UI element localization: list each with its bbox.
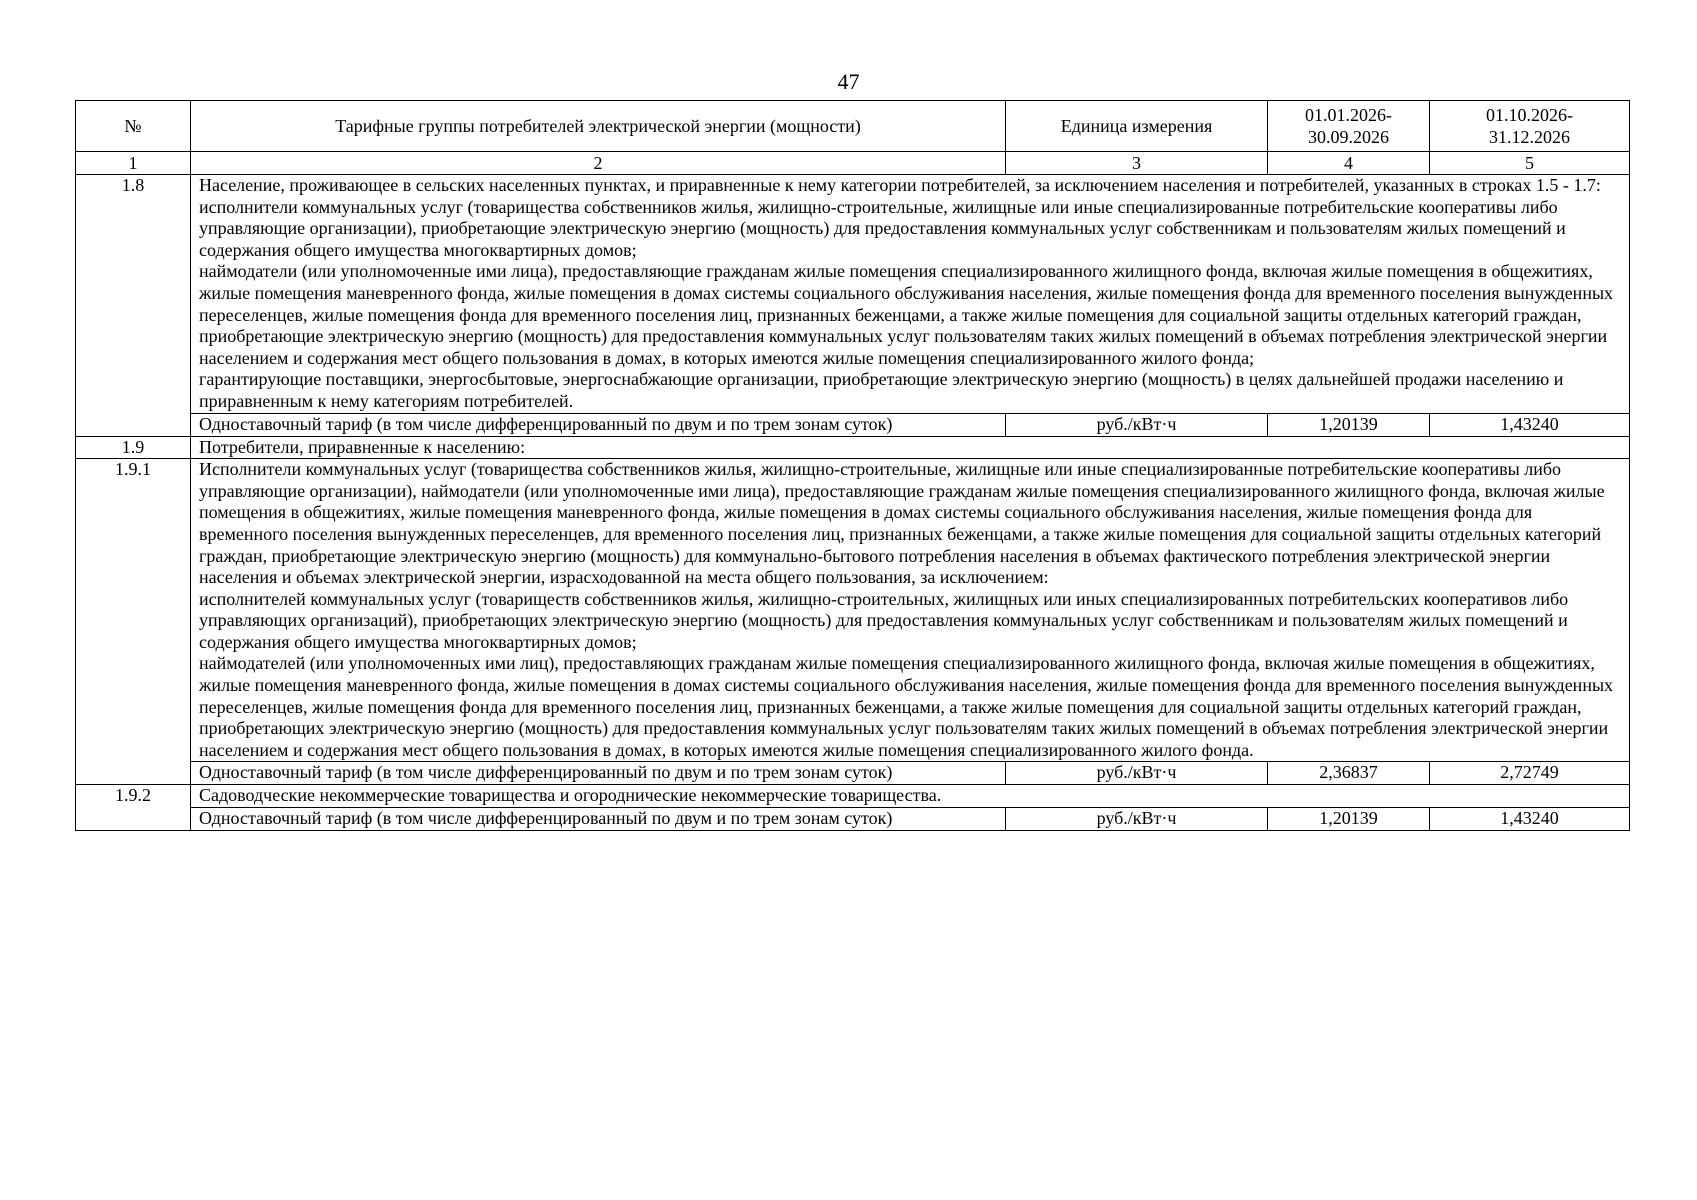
description-paragraph: Исполнители коммунальных услуг (товарищества собственников жилья, жилищно-строительные, жилищные или иные специализированные потребительские кооперативы либо управляющие организации), наймодатели (или уполномоченные ими лица), предоставляющие гражданам жилые помещения специализированного жилищного фонда, включая жилые помещения в общежитиях, жилые помещения маневренного фонда, жилые помещения в домах системы социального обслуживания населения, жилые помещения фонда для временного поселения вынужденных переселенцев, для временного поселения лиц, признанных беженцами, а также жилые помещения для социальной защиты отдельных категорий граждан, приобретающие электрическую энергию (мощность) для коммунально-бытового потребления населения в объемах фактического потребления электрической энергии населения и объемах электрической энергии, израсходованной на места общего пользования, за исключением:: [199, 459, 1605, 588]
column-number: 4: [1268, 152, 1430, 175]
column-number: 3: [1006, 152, 1268, 175]
tariff-value-period-2: 1,43240: [1430, 413, 1630, 436]
tariff-label: Одноставочный тариф (в том числе дифференцированный по двум и по трем зонам суток): [191, 762, 1006, 785]
description-paragraph: исполнители коммунальных услуг (товарищества собственников жилья, жилищно-строительные, жилищные или иные специализированные потребительские кооперативы либо управляющие организации), приобретающие электрическую энергию (мощность) для предоставления коммунальных услуг собственникам и пользователям жилых помещений и содержания общего имущества многоквартирных домов;: [199, 196, 1566, 260]
tariff-row: [76, 413, 1630, 436]
header-number: №: [76, 101, 191, 152]
header-tariff-group: Тарифные группы потребителей электрической энергии (мощности): [191, 101, 1006, 152]
tariff-value-period-1: 1,20139: [1268, 808, 1430, 831]
column-number: 2: [191, 152, 1006, 175]
tariff-value-period-2: 2,72749: [1430, 762, 1630, 785]
row-code: 1.9: [76, 436, 191, 459]
row-description: [191, 175, 1630, 414]
table-row: [76, 785, 1630, 808]
tariff-label: Одноставочный тариф (в том числе дифференцированный по двум и по трем зонам суток): [191, 413, 1006, 436]
tariff-table: [75, 100, 1630, 831]
row-description: Потребители, приравненные к населению:: [191, 436, 1630, 459]
header-period-2-start: 01.10.2026-: [1486, 105, 1573, 125]
tariff-row: [76, 762, 1630, 785]
column-number-row: [76, 152, 1630, 175]
header-period-1: [1268, 101, 1430, 152]
header-period-1-start: 01.01.2026-: [1305, 105, 1392, 125]
table-row: [76, 436, 1630, 459]
table-row: [76, 459, 1630, 762]
column-number: 5: [1430, 152, 1630, 175]
description-paragraph: гарантирующие поставщики, энергосбытовые, энергоснабжающие организации, приобретающие электрическую энергию (мощность) в целях дальнейшей продажи населению и приравненным к нему категориям потребителей.: [199, 369, 1564, 411]
description-paragraph: наймодатели (или уполномоченные ими лица), предоставляющие гражданам жилые помещения специализированного жилищного фонда, включая жилые помещения в общежитиях, жилые помещения маневренного фонда, жилые помещения в домах системы социального обслуживания населения, жилые помещения фонда для временного поселения вынужденных переселенцев, жилые помещения фонда для временного поселения лиц, признанных беженцами, а также жилые помещения для социальной защиты отдельных категорий граждан, приобретающие электрическую энергию (мощность) для предоставления коммунальных услуг пользователям таких жилых помещений в объемах потребления электрической энергии населением и содержания мест общего пользования в домах, в которых имеются жилые помещения специализированного жилого фонда;: [199, 261, 1614, 368]
tariff-unit: руб./кВт·ч: [1006, 762, 1268, 785]
table-header-row: [76, 101, 1630, 152]
row-code: 1.9.1: [76, 459, 191, 785]
row-description: [191, 459, 1630, 762]
column-number: 1: [76, 152, 191, 175]
description-paragraph: наймодателей (или уполномоченных ими лиц), предоставляющих гражданам жилые помещения специализированного жилищного фонда, включая жилые помещения в общежитиях, жилые помещения маневренного фонда, жилые помещения в домах системы социального обслуживания населения, жилые помещения фонда для временного поселения вынужденных переселенцев, жилые помещения фонда для временного поселения лиц, признанных беженцами, а также жилые помещения для социальной защиты отдельных категорий граждан, приобретающих электрическую энергию (мощность) для предоставления коммунальных услуг пользователям таких жилых помещений в объемах потребления электрической энергии населением и содержания мест общего пользования в домах, в которых имеются жилые помещения специализированного жилого фонда.: [199, 653, 1614, 760]
row-description: Садоводческие некоммерческие товарищества и огороднические некоммерческие товарищества.: [191, 785, 1630, 808]
table-row: [76, 175, 1630, 414]
header-period-2-end: 31.12.2026: [1489, 127, 1570, 147]
tariff-value-period-1: 1,20139: [1268, 413, 1430, 436]
page-number: 47: [837, 69, 860, 94]
description-paragraph: исполнителей коммунальных услуг (товариществ собственников жилья, жилищно-строительных, жилищных или иных специализированных потребительских кооперативов либо управляющих организаций), приобретающих электрическую энергию (мощность) для предоставления коммунальных услуг собственникам и пользователям жилых помещений и содержания общего имущества многоквартирных домов;: [199, 588, 1569, 652]
tariff-value-period-1: 2,36837: [1268, 762, 1430, 785]
row-code: 1.8: [76, 175, 191, 437]
tariff-unit: руб./кВт·ч: [1006, 808, 1268, 831]
header-period-1-end: 30.09.2026: [1308, 127, 1389, 147]
header-unit: Единица измерения: [1006, 101, 1268, 152]
header-period-2: [1430, 101, 1630, 152]
description-paragraph: Население, проживающее в сельских населенных пунктах, и приравненные к нему категории потребителей, за исключением населения и потребителей, указанных в строках 1.5 - 1.7:: [199, 175, 1601, 195]
tariff-row: [76, 808, 1630, 831]
tariff-label: Одноставочный тариф (в том числе дифференцированный по двум и по трем зонам суток): [191, 808, 1006, 831]
tariff-value-period-2: 1,43240: [1430, 808, 1630, 831]
row-code: 1.9.2: [76, 785, 191, 831]
tariff-unit: руб./кВт·ч: [1006, 413, 1268, 436]
